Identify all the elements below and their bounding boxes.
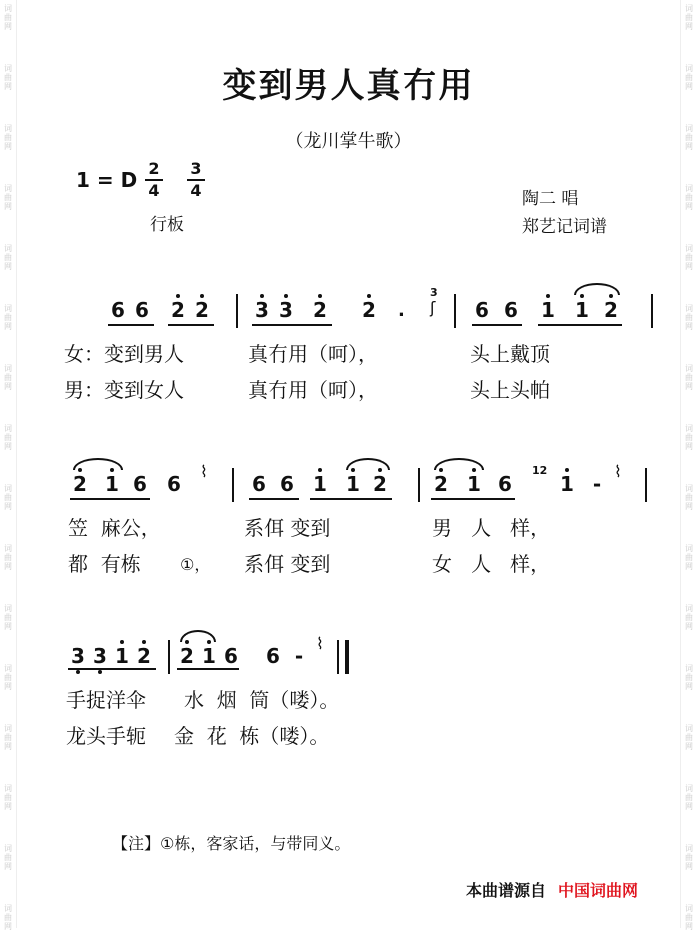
- watermark-text: 词 曲 网: [4, 244, 12, 271]
- watermark-text: 词 曲 网: [4, 364, 12, 391]
- barline: [454, 294, 456, 328]
- barline: [645, 468, 647, 502]
- final-barline: [337, 640, 349, 674]
- watermark-text: 词 曲 网: [685, 784, 693, 811]
- note: -: [294, 644, 304, 668]
- source-label: 本曲谱源自: [466, 881, 547, 900]
- source-credit: [466, 878, 638, 901]
- slur: [346, 458, 390, 470]
- octave-dot: [120, 640, 124, 644]
- barline: [236, 294, 238, 328]
- note: 6: [280, 472, 294, 496]
- note: 6: [111, 298, 125, 322]
- note: 6: [167, 472, 181, 496]
- note: 2: [195, 298, 209, 322]
- lyric-female-3: 男 人 样，: [432, 516, 551, 540]
- low-octave-dot: [98, 670, 102, 674]
- note: 1: [541, 298, 555, 322]
- octave-dot: [318, 468, 322, 472]
- time-num: 3: [190, 159, 202, 178]
- barline: [232, 468, 234, 502]
- barline: [651, 294, 653, 328]
- watermark-text: 词 曲 网: [4, 724, 12, 751]
- grace-note: 12: [532, 464, 548, 477]
- watermark-text: 词 曲 网: [4, 604, 12, 631]
- note: 6: [498, 472, 512, 496]
- watermark-text: 词 曲 网: [4, 304, 12, 331]
- tempo-marking: 行板: [150, 215, 184, 235]
- octave-dot: [546, 294, 550, 298]
- note: 2: [313, 298, 327, 322]
- note: 1: [105, 472, 119, 496]
- watermark-text: 词 曲 网: [685, 364, 693, 391]
- time-num: 2: [148, 159, 160, 178]
- slur: [434, 458, 484, 470]
- lyric-male-3: 头上头帕: [470, 378, 550, 402]
- watermark-text: 词 曲 网: [4, 424, 12, 451]
- note: 2: [604, 298, 618, 322]
- grace-note: 3: [430, 286, 438, 299]
- slide-mark: ⌇: [316, 634, 324, 653]
- watermark-text: 词 曲 网: [4, 664, 12, 691]
- slur: [73, 458, 123, 470]
- slide-mark: ⌇: [614, 462, 622, 481]
- note: 2: [180, 644, 194, 668]
- octave-dot: [565, 468, 569, 472]
- octave-dot: [284, 294, 288, 298]
- note: -: [592, 472, 602, 496]
- lyric-female-3: 头上戴顶: [470, 342, 550, 366]
- note: 1: [467, 472, 481, 496]
- beam: [252, 324, 332, 326]
- time-den: 4: [190, 181, 202, 200]
- beam: [538, 324, 622, 326]
- note: 2: [171, 298, 185, 322]
- watermark-text: 词 曲 网: [685, 484, 693, 511]
- watermark-text: 词 曲 网: [685, 304, 693, 331]
- watermark-text: 词 曲 网: [685, 604, 693, 631]
- barline: [168, 640, 170, 674]
- lyric-male-2: 金 花 栋（喽）。: [174, 724, 330, 748]
- watermark-text: 词 曲 网: [4, 484, 12, 511]
- note: 6: [504, 298, 518, 322]
- note: 2: [73, 472, 87, 496]
- octave-dot: [176, 294, 180, 298]
- watermark-text: 词 曲 网: [4, 64, 12, 91]
- watermark-text: 词 曲 网: [685, 844, 693, 871]
- lyric-female-2: 系佴 变到: [244, 516, 331, 540]
- beam: [108, 324, 154, 326]
- watermark-text: 词 曲 网: [685, 124, 693, 151]
- note: 1: [202, 644, 216, 668]
- watermark-text: 词 曲 网: [4, 184, 12, 211]
- lyric-male-2: 系佴 变到: [244, 552, 331, 576]
- note: 6: [252, 472, 266, 496]
- singer-credit: 陶二 唱: [522, 189, 579, 209]
- watermark-text: 词 曲 网: [4, 544, 12, 571]
- lyric-female-2: 真冇用（呵），: [248, 342, 378, 366]
- watermark-text: 词 曲 网: [685, 664, 693, 691]
- octave-dot: [260, 294, 264, 298]
- note: 2: [362, 298, 376, 322]
- octave-dot: [318, 294, 322, 298]
- note: 2: [434, 472, 448, 496]
- octave-dot: [142, 640, 146, 644]
- note: 1: [115, 644, 129, 668]
- lyric-female-2: 水 烟 筒（喽）。: [184, 688, 340, 712]
- time-signature-3-4: [185, 160, 207, 200]
- song-subtitle: （龙川掌牛歌）: [285, 131, 412, 152]
- octave-dot: [367, 294, 371, 298]
- watermark-text: 词 曲 网: [4, 844, 12, 871]
- beam: [70, 498, 150, 500]
- song-title: 变到男人真冇用: [222, 66, 475, 106]
- note: 3: [279, 298, 293, 322]
- lyric-male-1: 男：变到女人: [64, 378, 184, 402]
- lyric-male-1: 龙头手轭: [66, 724, 146, 748]
- time-signature-2-4: [143, 160, 165, 200]
- beam: [68, 668, 156, 670]
- beam: [249, 498, 299, 500]
- time-den: 4: [148, 181, 160, 200]
- watermark-text: 词 曲 网: [685, 904, 693, 931]
- note: 2: [137, 644, 151, 668]
- watermark-text: 词 曲 网: [4, 784, 12, 811]
- beam: [472, 324, 522, 326]
- note: 6: [133, 472, 147, 496]
- note: 3: [71, 644, 85, 668]
- note: 1: [346, 472, 360, 496]
- arranger-credit: 郑艺记词谱: [522, 217, 607, 237]
- low-octave-dot: [76, 670, 80, 674]
- lyric-female-1: 笠 麻公，: [68, 516, 161, 540]
- octave-dot: [200, 294, 204, 298]
- note: 6: [475, 298, 489, 322]
- note: 3: [93, 644, 107, 668]
- beam: [431, 498, 515, 500]
- lyric-male-3: 女 人 样，: [432, 552, 551, 576]
- note: 6: [224, 644, 238, 668]
- barline: [418, 468, 420, 502]
- lyric-female-1: 女：变到男人: [64, 342, 184, 366]
- watermark-text: 词 曲 网: [685, 724, 693, 751]
- beam: [168, 324, 214, 326]
- lyric-male-1: 都 有栋: [68, 552, 141, 576]
- source-brand-link[interactable]: 中国词曲网: [558, 881, 639, 900]
- watermark-text: 词 曲 网: [685, 4, 693, 31]
- beam: [177, 668, 239, 670]
- lyric-male-2: 真冇用（呵），: [248, 378, 378, 402]
- watermark-text: 词 曲 网: [685, 544, 693, 571]
- lyric-female-1: 手捉洋伞: [66, 688, 146, 712]
- note: 6: [135, 298, 149, 322]
- footnote-marker: ①，: [180, 555, 211, 574]
- slur: [180, 630, 216, 642]
- note: 2: [373, 472, 387, 496]
- note: 1: [313, 472, 327, 496]
- watermark-text: 词 曲 网: [685, 424, 693, 451]
- beam: [310, 498, 392, 500]
- note: 6: [266, 644, 280, 668]
- note: 3: [255, 298, 269, 322]
- footnote: 【注】①栋，客家话，与带同义。: [112, 834, 351, 853]
- watermark-text: 词 曲 网: [685, 64, 693, 91]
- note: 1: [575, 298, 589, 322]
- slur: [574, 283, 620, 295]
- key-signature: 1 = D: [76, 168, 138, 192]
- watermark-text: 词 曲 网: [4, 124, 12, 151]
- dot-mark: .: [398, 300, 405, 321]
- slide-mark: ʃ: [430, 298, 436, 317]
- note: 1: [560, 472, 574, 496]
- watermark-text: 词 曲 网: [4, 4, 12, 31]
- watermark-text: 词 曲 网: [4, 904, 12, 931]
- watermark-text: 词 曲 网: [685, 244, 693, 271]
- slide-mark: ⌇: [200, 462, 208, 481]
- watermark-text: 词 曲 网: [685, 184, 693, 211]
